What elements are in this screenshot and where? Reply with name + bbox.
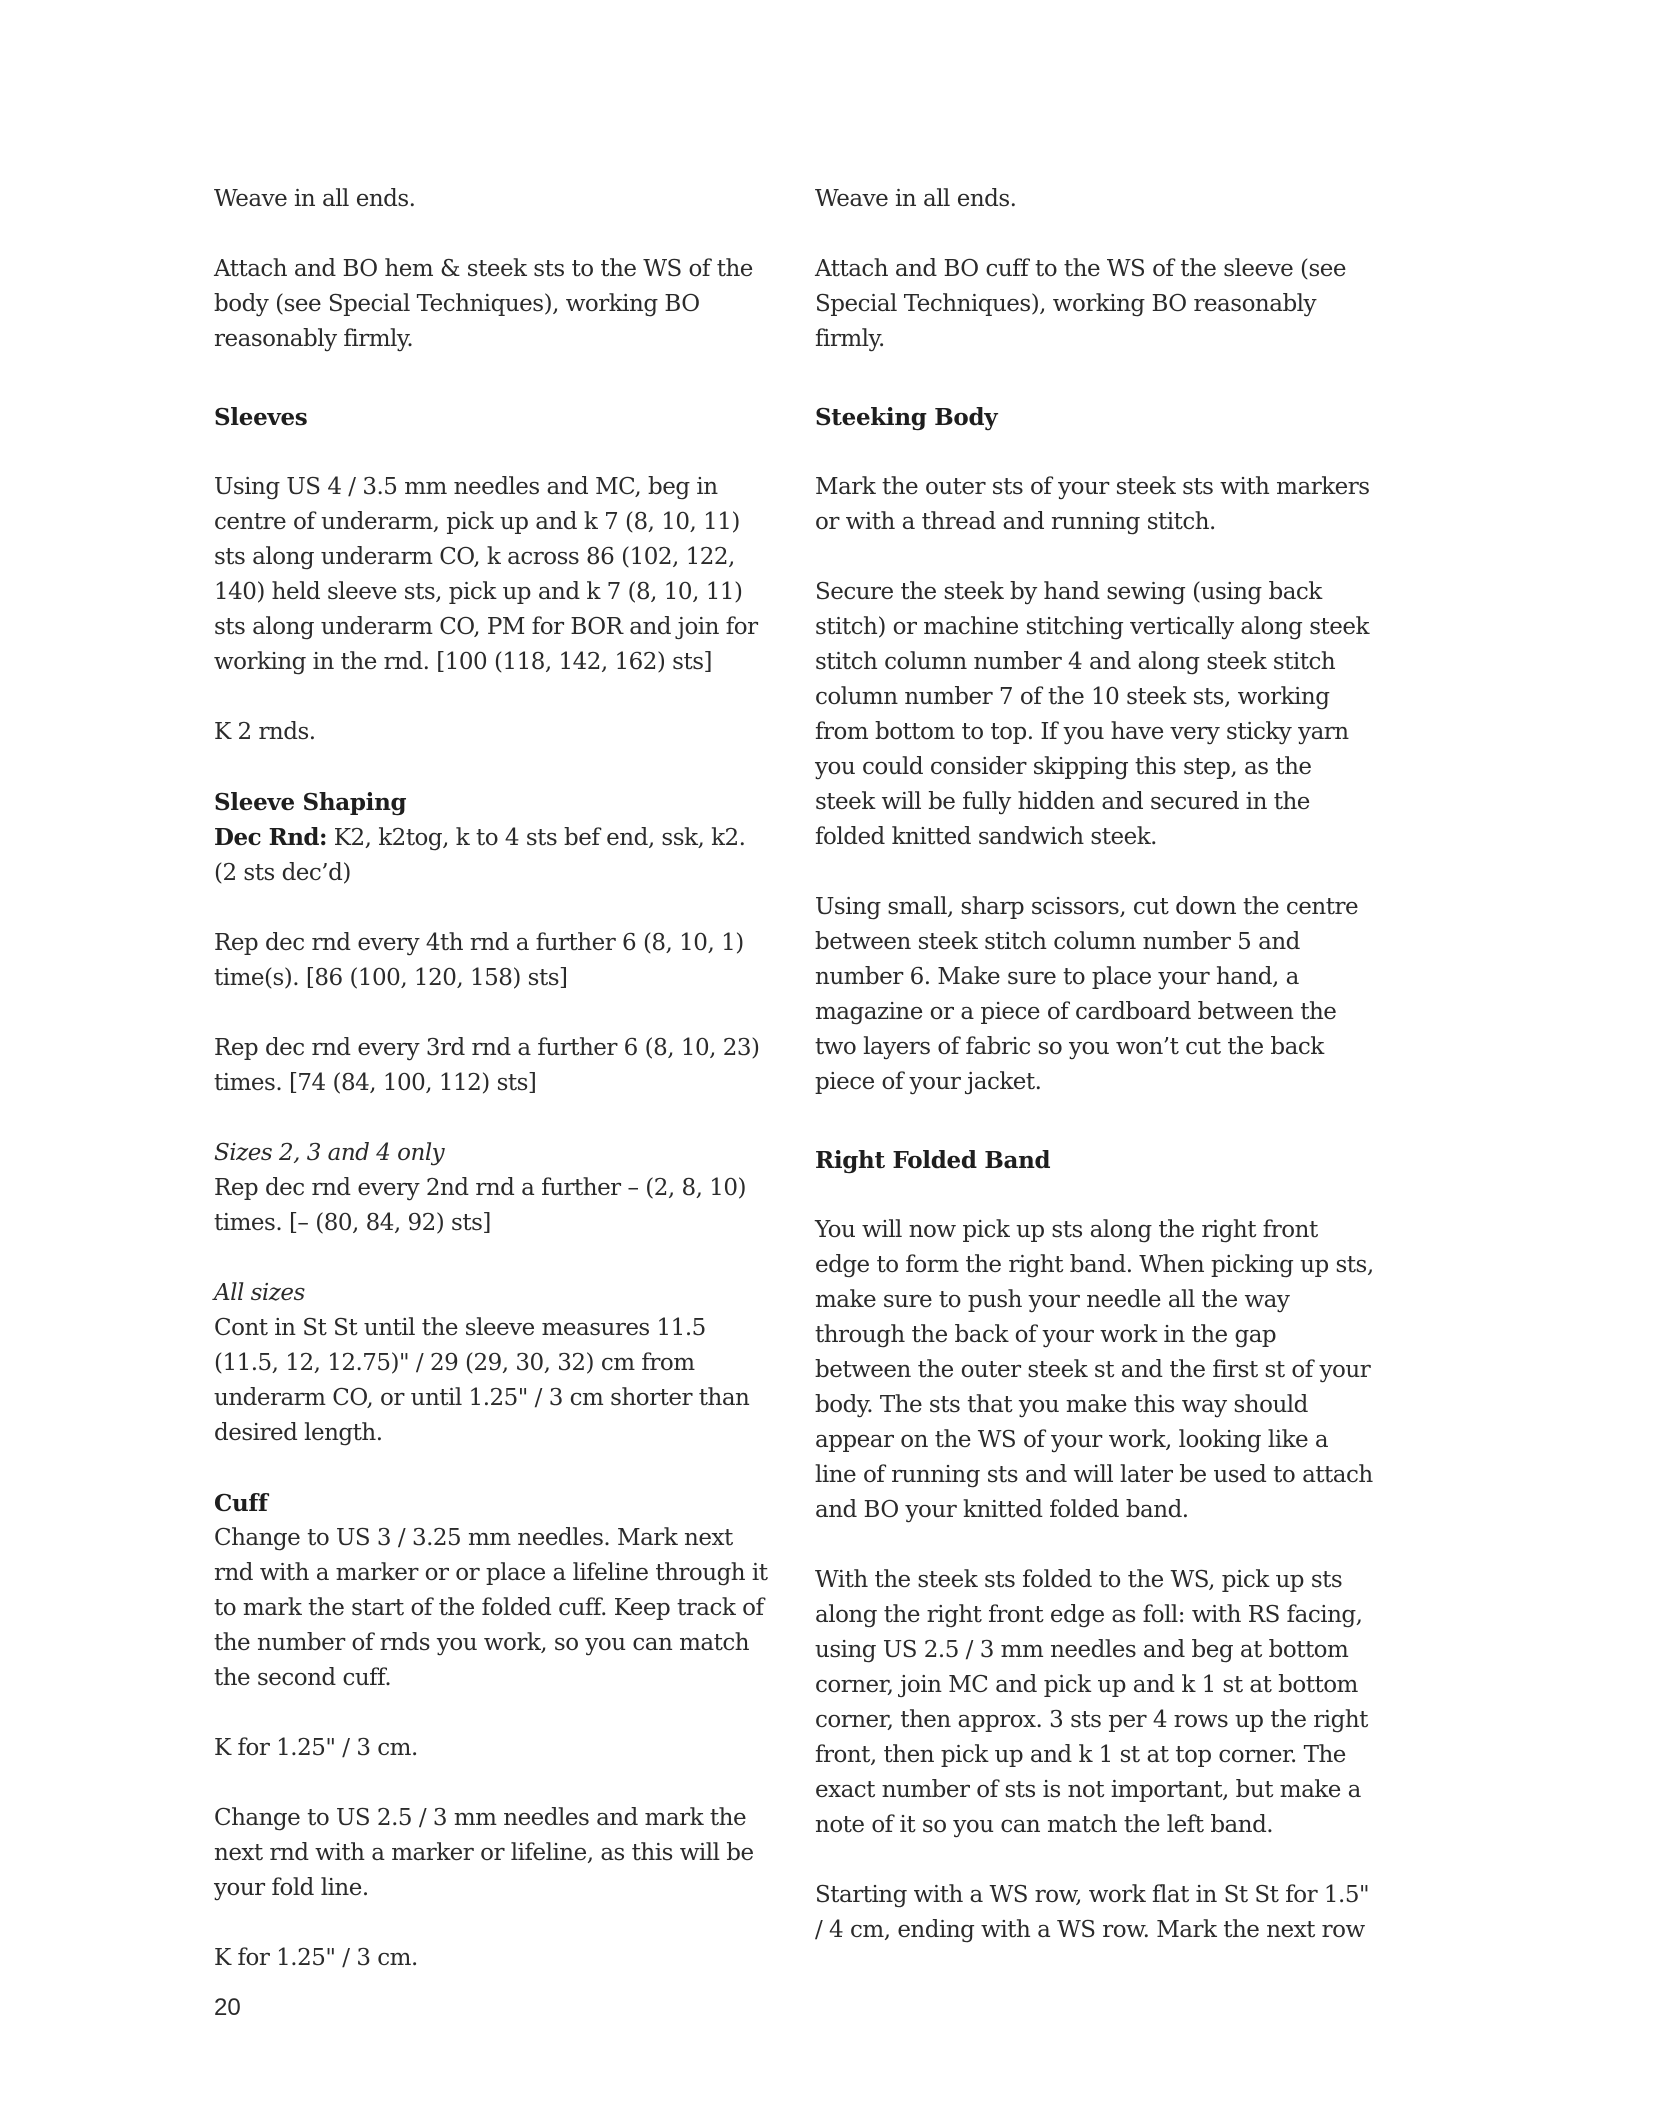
mark-steek-text: Mark the outer sts of your steek sts with markers or with a thread and running stitch.: [815, 474, 1370, 535]
k-2-rnds-text: K 2 rnds.: [214, 719, 316, 745]
page-number: 20: [214, 1994, 241, 2021]
rep-dec-4th-text: Rep dec rnd every 4th rnd a further 6 (8, 10, 1) time(s). [86 (100, 120, 158) sts]: [214, 930, 744, 991]
all-sizes-label: All sizes: [214, 1280, 305, 1306]
sleeves-heading: Sleeves: [214, 404, 308, 431]
right-folded-band-heading: Right Folded Band: [815, 1147, 1051, 1174]
pick-up-band-text: You will now pick up sts along the right front edge to form the right band. When picking up sts, make sure to push your needle all the way through the back of your work in the gap between the outer steek st and the first st of your body. The sts that you make this way should appear on the WS of your work, looking like a line of running sts and will later be used to attach and BO your knitted folded band.: [815, 1217, 1374, 1523]
sizes-label: Sizes 2, 3 and 4 only: [214, 1140, 445, 1166]
change-needles-text: Change to US 2.5 / 3 mm needles and mark the next rnd with a marker or lifeline, as this will be your fold line.: [214, 1805, 754, 1901]
cont-st-st-text: Cont in St St until the sleeve measures 11.5 (11.5, 12, 12.75)" / 29 (29, 30, 32) cm from underarm CO, or until 1.25" / 3 cm shorter than desired length.: [214, 1315, 750, 1446]
ws-row-text: Starting with a WS row, work flat in St St for 1.5" / 4 cm, ending with a WS row. Mark the next row: [815, 1882, 1370, 1943]
weave-ends-right-text: Weave in all ends.: [815, 186, 1017, 212]
secure-steek-text: Secure the steek by hand sewing (using back stitch) or machine stitching vertically along steek stitch column number 4 and along steek stitch column number 7 of the 10 steek sts, working from bottom to top. If you have very sticky yarn you could consider skipping this step, as the steek will be fully hidden and secured in the folded knitted sandwich steek.: [815, 579, 1369, 850]
left-column: [214, 182, 774, 1976]
rep-dec-3rd-text: Rep dec rnd every 3rd rnd a further 6 (8, 10, 23) times. [74 (84, 100, 112) sts]: [214, 1035, 760, 1096]
steeking-body-heading: Steeking Body: [815, 404, 998, 431]
cuff-heading: Cuff: [214, 1490, 268, 1517]
k-for-first-text: K for 1.25" / 3 cm.: [214, 1735, 418, 1761]
steek-folded-text: With the steek sts folded to the WS, pick up sts along the right front edge as foll: with RS facing, using US 2.5 / 3 mm needles and beg at bottom corner, join MC and pick up and k 1 st at bottom corner, then approx. 3 sts per 4 rows up the right front, then pick up and k 1 st at top corner. The exact number of sts is not important, but make a note of it so you can match the left band.: [815, 1567, 1368, 1838]
dec-rnd-label: Dec Rnd:: [214, 824, 327, 851]
weave-ends-text: Weave in all ends.: [214, 186, 416, 212]
cuff-text: Change to US 3 / 3.25 mm needles. Mark next rnd with a marker or or place a lifeline through it to mark the start of the folded cuff. Keep track of the number of rnds you work, so you can match the second cuff.: [214, 1525, 768, 1691]
rep-dec-2nd-text: Rep dec rnd every 2nd rnd a further – (2, 8, 10) times. [– (80, 84, 92) sts]: [214, 1175, 747, 1236]
sleeves-pickup-text: Using US 4 / 3.5 mm needles and MC, beg in centre of underarm, pick up and k 7 (8, 10, 11) sts along underarm CO, k across 86 (102, 122, 140) held sleeve sts, pick up and k 7 (8, 10, 11) sts along underarm CO, PM for BOR and join for working in the rnd. [100 (118, 142, 162) sts]: [214, 474, 758, 675]
right-column: [815, 182, 1375, 1948]
sleeve-shaping-heading: Sleeve Shaping: [214, 789, 407, 816]
k-for-second-text: K for 1.25" / 3 cm.: [214, 1945, 418, 1971]
attach-hem-text: Attach and BO hem & steek sts to the WS of the body (see Special Techniques), working BO reasonably firmly.: [214, 256, 753, 352]
dec-rnd-paragraph: [214, 820, 774, 891]
cut-steek-text: Using small, sharp scissors, cut down the centre between steek stitch column number 5 and number 6. Make sure to place your hand, a magazine or a piece of cardboard between the two layers of fabric so you won’t cut the back piece of your jacket.: [815, 894, 1359, 1095]
dec-rnd-text: K2, k2tog, k to 4 sts bef end, ssk, k2. (2 sts dec’d): [214, 825, 746, 886]
attach-cuff-text: Attach and BO cuff to the WS of the sleeve (see Special Techniques), working BO reasonably firmly.: [815, 256, 1347, 352]
